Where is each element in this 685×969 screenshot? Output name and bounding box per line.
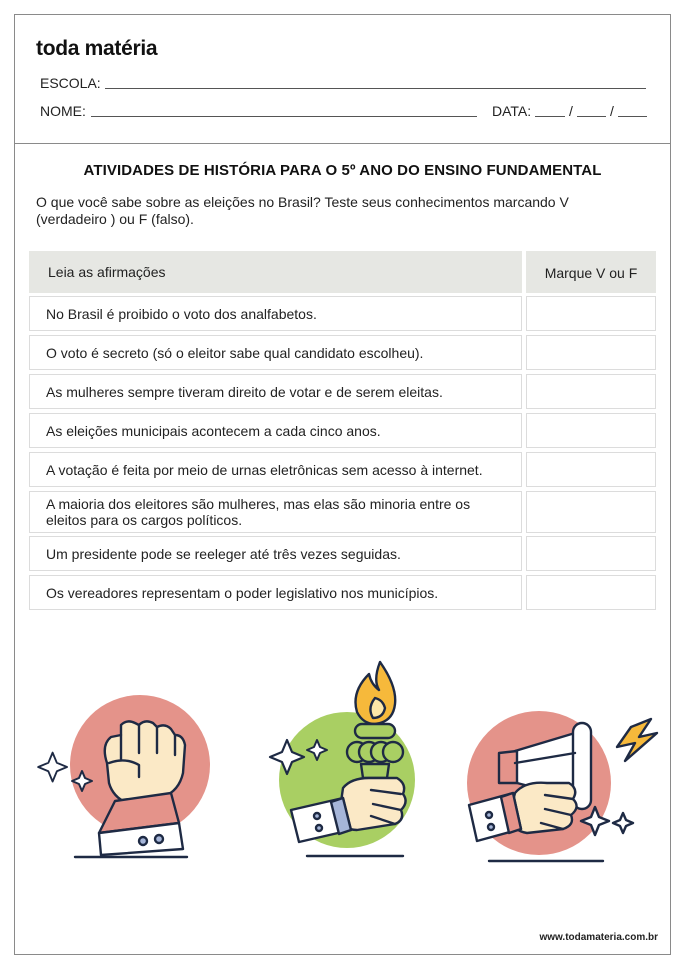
sparkle-icon — [38, 753, 67, 782]
header-label: Marque V ou F — [544, 265, 638, 281]
worksheet — [14, 14, 671, 955]
statement-text: A maioria dos eleitores são mulheres, mas elas são minoria entre os eleitos para os cargos políticos. — [46, 496, 471, 528]
table-header-statements — [29, 251, 522, 293]
answer-box[interactable] — [526, 296, 656, 331]
date-label: DATA: — [492, 103, 532, 119]
school-line[interactable] — [105, 88, 646, 89]
date-separator: / — [569, 103, 573, 119]
statement-text: Os vereadores representam o poder legislativo nos municípios. — [46, 584, 439, 601]
date-separator: / — [610, 103, 614, 119]
date-year-line[interactable] — [618, 116, 647, 117]
statement-text: A votação é feita por meio de urnas eletrônicas sem acesso à internet. — [46, 461, 483, 478]
name-line[interactable] — [91, 116, 477, 117]
statement-text: As eleições municipais acontecem a cada cinco anos. — [46, 422, 381, 439]
answer-box[interactable] — [526, 491, 656, 533]
header-divider — [15, 143, 670, 144]
table-row — [29, 491, 522, 533]
statement-text: Um presidente pode se reeleger até três vezes seguidas. — [46, 545, 401, 562]
answer-box[interactable] — [526, 374, 656, 409]
brand-logo: toda matéria — [36, 37, 158, 60]
sparkle-icon — [613, 813, 633, 833]
answer-box[interactable] — [526, 452, 656, 487]
raised-fist-icon — [35, 673, 225, 863]
header-label: Leia as afirmações — [48, 264, 166, 280]
table-row — [29, 575, 522, 610]
table-row — [29, 413, 522, 448]
intro-text: O que você sabe sobre as eleições no Brasil? Teste seus conhecimentos marcando V (verdadeiro ) ou F (falso). — [36, 194, 569, 227]
page-title: ATIVIDADES DE HISTÓRIA PARA O 5º ANO DO ENSINO FUNDAMENTAL — [83, 162, 602, 179]
answer-box[interactable] — [526, 536, 656, 571]
name-label: NOME: — [40, 103, 86, 119]
answer-box[interactable] — [526, 335, 656, 370]
table-row — [29, 452, 522, 487]
table-header-mark — [526, 251, 656, 293]
statement-text: No Brasil é proibido o voto dos analfabetos. — [46, 305, 317, 322]
answer-box[interactable] — [526, 413, 656, 448]
school-label: ESCOLA: — [40, 75, 101, 91]
torch-icon — [247, 660, 447, 860]
table-row — [29, 536, 522, 571]
table-row — [29, 335, 522, 370]
statement-text: O voto é secreto (só o eleitor sabe qual candidato escolheu). — [46, 344, 424, 361]
answer-box[interactable] — [526, 575, 656, 610]
table-row — [29, 296, 522, 331]
date-day-line[interactable] — [535, 116, 565, 117]
table-row — [29, 374, 522, 409]
website-footer[interactable]: www.todamateria.com.br — [539, 932, 658, 943]
megaphone-icon — [455, 689, 665, 879]
statement-text: As mulheres sempre tiveram direito de votar e de serem eleitas. — [46, 383, 443, 400]
date-month-line[interactable] — [577, 116, 606, 117]
